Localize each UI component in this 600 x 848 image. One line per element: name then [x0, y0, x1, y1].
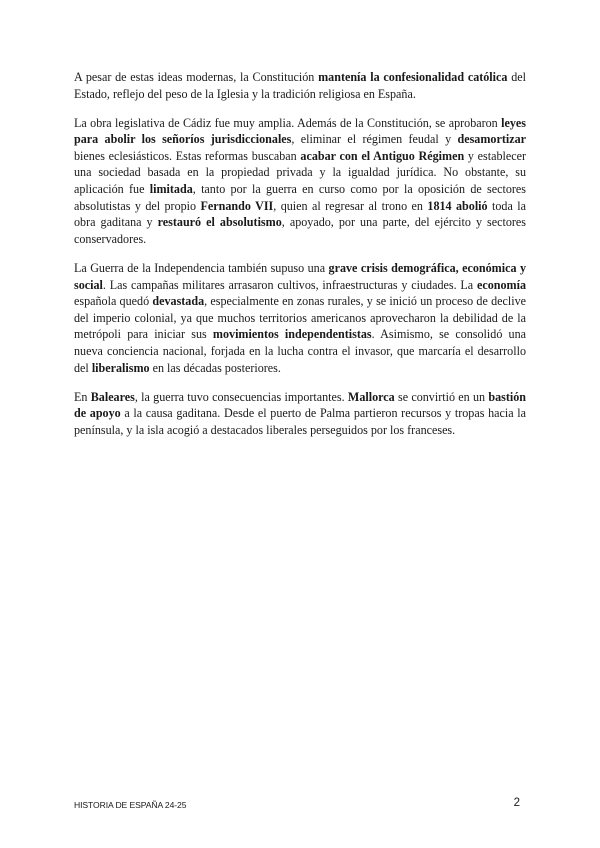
bold-text-run: economía: [476, 277, 526, 292]
text-run: , la guerra tuvo consecuencias importantes.: [134, 389, 348, 404]
page-footer: [74, 797, 526, 813]
text-run: a la causa gaditana. Desde el puerto de Palma partieron recursos y tropas hacia la península, y la isla acogió a destacados liberales perseguidos por los franceses.: [74, 406, 526, 437]
text-run: española quedó: [74, 294, 153, 309]
body-text: [74, 69, 526, 451]
text-run: bienes eclesiásticos. Estas reformas buscaban: [74, 148, 301, 163]
text-run: se convirtió en un: [394, 389, 489, 404]
bold-text-run: 1814 abolió: [427, 198, 488, 213]
paragraph-1: [74, 69, 526, 102]
bold-text-run: leyes para abolir los señoríos jurisdiccionales: [74, 115, 526, 147]
text-run: , especialmente en zonas rurales, y se inició un proceso de declive del imperio colonial, ya que muchos territorios americanos aprovecharon la debilidad de la metrópoli para iniciar sus: [74, 294, 526, 342]
paragraph-4: [74, 389, 526, 439]
text-run: toda la obra gaditana y: [74, 198, 526, 230]
bold-text-run: bastión de apoyo: [74, 389, 526, 421]
bold-text-run: devastada: [152, 294, 205, 309]
paragraph-2: [74, 115, 526, 248]
text-run: La obra legislativa de Cádiz fue muy amplia. Además de la Constitución, se aprobaron: [74, 115, 502, 130]
text-run: , apoyado, por una parte, del ejército y sectores conservadores.: [74, 215, 526, 246]
text-run: , tanto por la guerra en curso como por la oposición de sectores absolutistas y del propio: [74, 182, 526, 213]
bold-text-run: grave crisis demográfica, económica y social: [74, 260, 526, 292]
text-run: en las décadas posteriores.: [149, 360, 281, 375]
bold-text-run: acabar con el Antiguo Régimen: [300, 148, 465, 163]
text-run: del Estado, reflejo del peso de la Iglesia y la tradición religiosa en España.: [74, 70, 526, 101]
footer-title: HISTORIA DE ESPAÑA 24-25: [74, 800, 187, 810]
text-run: , eliminar el régimen feudal y: [291, 132, 458, 147]
text-run: , quien al regresar al trono en: [273, 198, 428, 213]
page-number: 2: [513, 797, 520, 809]
text-run: y establecer una sociedad basada en la propiedad privada y la igualdad jurídica. No obstante, su aplicación fue: [74, 148, 526, 197]
text-run: . Las campañas militares arrasaron cultivos, infraestructuras y ciudades. La: [102, 277, 477, 292]
text-run: La Guerra de la Independencia también supuso una: [74, 260, 329, 275]
bold-text-run: Fernando VII: [200, 198, 274, 213]
text-run: . Asimismo, se consolidó una nueva conciencia nacional, forjada en la lucha contra el invasor, que marcaría el desarrollo del: [74, 327, 527, 375]
bold-text-run: restauró el absolutismo: [157, 215, 282, 230]
bold-text-run: mantenía la confesionalidad católica: [318, 70, 508, 84]
bold-text-run: movimientos independentistas: [212, 327, 372, 342]
text-run: En: [74, 389, 91, 404]
bold-text-run: Baleares: [90, 389, 135, 404]
bold-text-run: Mallorca: [347, 389, 395, 404]
text-run: A pesar de estas ideas modernas, la Constitución: [74, 70, 319, 84]
bold-text-run: limitada: [149, 182, 193, 197]
bold-text-run: liberalismo: [91, 360, 150, 375]
bold-text-run: desamortizar: [457, 132, 526, 147]
paragraph-3: [74, 260, 526, 376]
